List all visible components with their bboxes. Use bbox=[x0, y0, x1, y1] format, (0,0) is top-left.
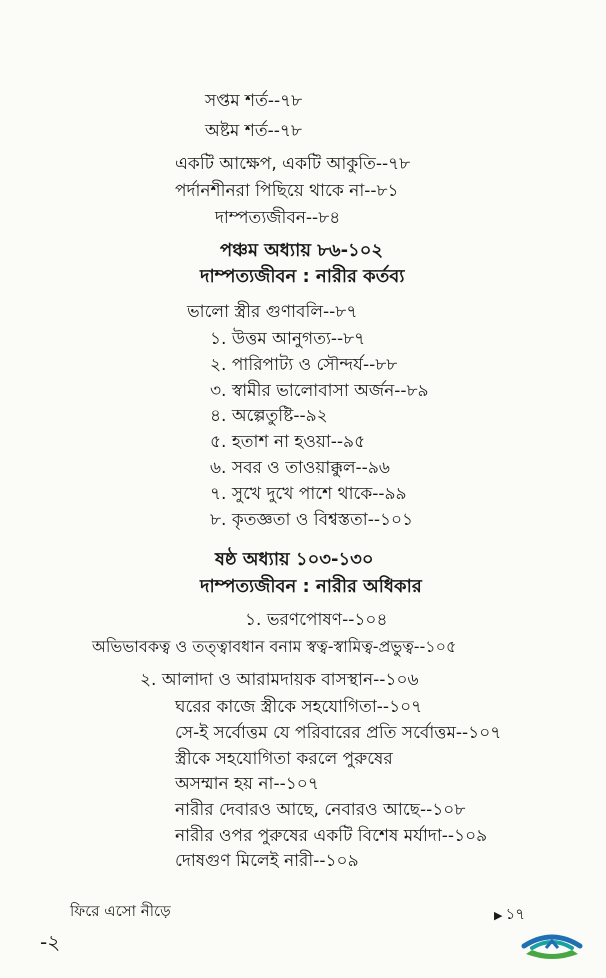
toc-entry: ৩. স্বামীর ভালোবাসা অর্জন--৮৯ bbox=[210, 381, 429, 401]
toc-entry: দোষগুণ মিলেই নারী--১০৯ bbox=[175, 851, 359, 871]
toc-entry: স্ত্রীকে সহযোগিতা করলে পুরুষের bbox=[175, 749, 393, 769]
book-title: ফিরে এসো নীড়ে bbox=[70, 902, 171, 920]
toc-entry: ৮. কৃতজ্ঞতা ও বিশ্বস্ততা--১০১ bbox=[210, 510, 414, 530]
triangle-icon: ▶ bbox=[494, 909, 503, 922]
chapter-subheading: দাম্পত্যজীবন : নারীর কর্তব্য bbox=[200, 266, 405, 287]
toc-entry: ১. উত্তম আনুগত্য--৮৭ bbox=[210, 329, 366, 349]
toc-entry: ৭. সুখে দুখে পাশে থাকে--৯৯ bbox=[210, 484, 407, 504]
chapter-heading: ষষ্ঠ অধ্যায় ১০৩-১৩০ bbox=[215, 549, 374, 570]
toc-entry: একটি আক্ষেপ, একটি আকুতি--৭৮ bbox=[175, 154, 411, 174]
toc-entry: ৪. অল্পেতুষ্টি--৯২ bbox=[210, 406, 328, 426]
toc-entry: অষ্টম শর্ত--৭৮ bbox=[205, 121, 302, 141]
toc-entry: ভালো স্ত্রীর গুণাবলি--৮৭ bbox=[187, 302, 358, 322]
toc-entry: ঘরের কাজে স্ত্রীকে সহযোগিতা--১০৭ bbox=[175, 697, 423, 717]
toc-entry: ৫. হতাশ না হওয়া--৯৫ bbox=[210, 432, 366, 452]
toc-entry: সপ্তম শর্ত--৭৮ bbox=[205, 91, 303, 111]
toc-entry: ১. ভরণপোষণ--১০৪ bbox=[245, 610, 388, 630]
toc-entry: দাম্পত্যজীবন--৮৪ bbox=[215, 208, 341, 228]
toc-entry: ৬. সবর ও তাওয়াক্কুল--৯৬ bbox=[210, 458, 390, 478]
toc-entry: অসম্মান হয় না--১০৭ bbox=[175, 774, 319, 794]
chapter-heading: পঞ্চম অধ্যায় ৮৬-১০২ bbox=[220, 240, 384, 261]
publisher-logo bbox=[520, 918, 584, 964]
toc-entry: ২. আলাদা ও আরামদায়ক বাসস্থান--১০৬ bbox=[140, 670, 419, 690]
toc-entry: নারীর ওপর পুরুষের একটি বিশেষ মর্যাদা--১০৯ bbox=[175, 826, 488, 846]
chapter-subheading: দাম্পত্যজীবন : নারীর অধিকার bbox=[200, 576, 422, 597]
toc-entry: অভিভাবকত্ব ও তত্ত্বাবধান বনাম স্বত্ব-স্বামিত্ব-প্রভুত্ব--১০৫ bbox=[92, 637, 457, 656]
page-marker: -২ bbox=[40, 930, 61, 954]
toc-entry: পর্দানশীনরা পিছিয়ে থাকে না--৮১ bbox=[175, 181, 399, 201]
toc-entry: ২. পারিপাট্য ও সৌন্দর্য--৮৮ bbox=[210, 355, 398, 375]
toc-entry: সে-ই সর্বোত্তম যে পরিবারের প্রতি সর্বোত্তম--১০৭ bbox=[175, 723, 502, 743]
page-number-value: ১৭ bbox=[505, 905, 525, 923]
toc-entry: নারীর দেবারও আছে, নেবারও আছে--১০৮ bbox=[175, 800, 466, 820]
